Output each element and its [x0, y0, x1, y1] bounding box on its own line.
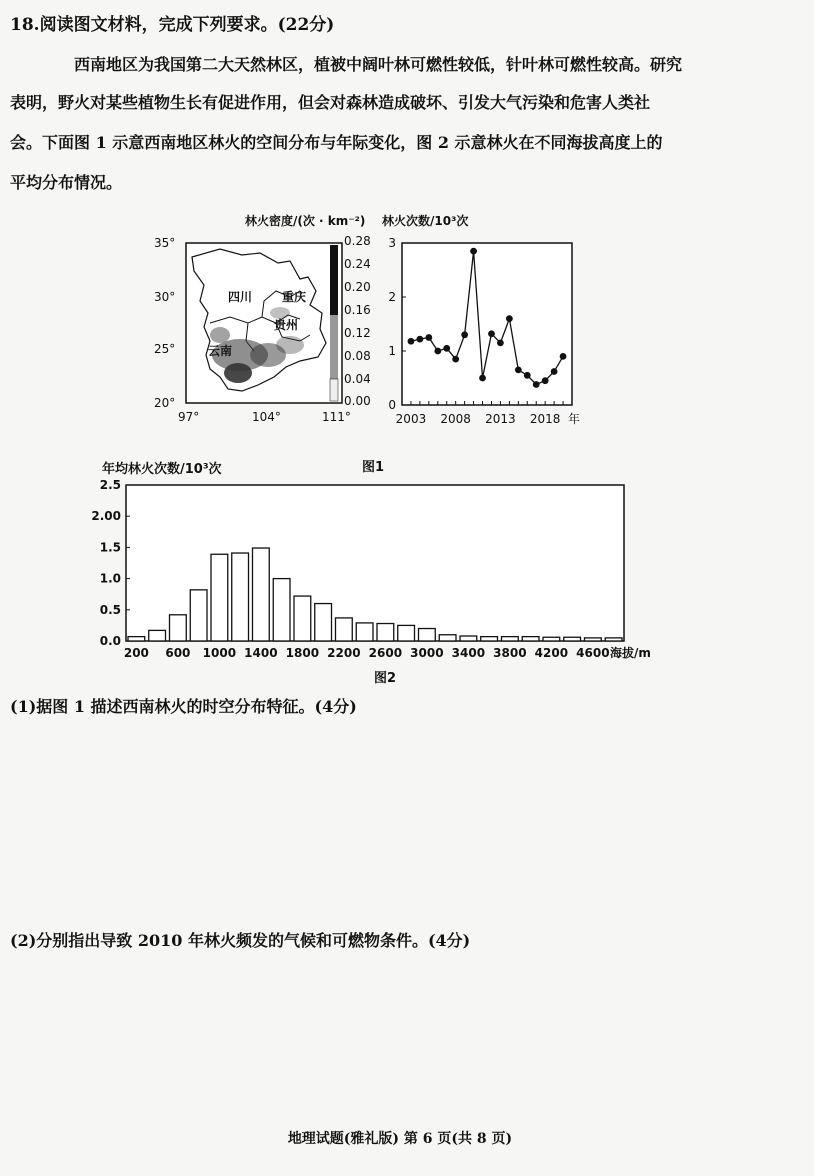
bar-1800m: [294, 596, 311, 641]
bar-x-tick-label: 4200: [534, 646, 569, 660]
bar-2000m: [315, 604, 332, 641]
scale-bar-dark: [330, 245, 338, 315]
bar-1400m: [253, 548, 270, 641]
region-label-guizhou: 贵州: [274, 318, 299, 332]
line-point-2006: [434, 348, 441, 355]
bar-x-tick-label: 600: [165, 646, 191, 660]
line-y-tick-label: 3: [388, 236, 396, 250]
bar-3200m: [439, 635, 456, 641]
bar-x-tick-label: 4600: [576, 646, 610, 660]
bar-x-tick-label: 1000: [202, 646, 237, 660]
sub-question-1: (1)据图 1 描述西南林火的时空分布特征。(4分): [10, 697, 357, 716]
question-number: 18.: [10, 15, 40, 35]
line-point-2019: [551, 368, 558, 375]
scale-bar-mid: [330, 315, 338, 379]
scale-label-0.12: 0.12: [344, 326, 371, 340]
bar-3800m: [502, 637, 519, 641]
bar-y-tick-label: 0.5: [99, 602, 121, 617]
line-point-2012: [488, 330, 495, 337]
question-title: 阅读图文材料，完成下列要求。(22分): [39, 15, 335, 35]
elevation-fire-bar-chart: [91, 455, 656, 665]
line-point-2008: [452, 356, 459, 363]
bar-3600m: [481, 637, 498, 641]
lat-label-20: 20°: [154, 396, 176, 410]
line-point-2007: [443, 345, 450, 352]
bar-1200m: [232, 553, 249, 641]
bar-y-tick-label: 2.00: [91, 509, 121, 524]
bar-4600m: [585, 638, 602, 641]
bar-chart-title: 年均林火次数/10³次: [102, 462, 222, 477]
line-x-tick-label: 2003: [395, 412, 427, 426]
paragraph-line-2: 表明，野火对某些植物生长有促进作用，但会对森林造成破坏、引发大气污染和危害人类社: [10, 93, 651, 112]
paragraph-line-1: 西南地区为我国第二大天然林区，植被中阔叶林可燃性较低，针叶林可燃性较高。研究: [74, 55, 683, 74]
bar-200m: [128, 637, 145, 641]
figure2-caption: 图2: [374, 671, 397, 686]
scale-bar-light: [330, 379, 338, 401]
lat-label-25: 25°: [154, 342, 176, 356]
line-point-2009: [461, 331, 468, 338]
figure1-caption: 图1: [362, 460, 385, 475]
region-label-yunnan: 云南: [208, 344, 233, 358]
line-point-2016: [524, 372, 531, 379]
line-point-2004: [416, 336, 423, 343]
bar-3400m: [460, 636, 477, 641]
line-chart-title: 林火次数/10³次: [382, 214, 469, 228]
bar-4000m: [522, 637, 539, 641]
scale-label-0.24: 0.24: [344, 257, 371, 271]
scale-label-0.28: 0.28: [344, 234, 371, 248]
line-x-tick-label: 2018: [529, 412, 561, 426]
scale-label-0.16: 0.16: [344, 303, 371, 317]
bar-x-tick-label: 3000: [410, 646, 444, 660]
line-y-tick-label: 1: [388, 344, 396, 358]
paragraph-line-3: 会。下面图 1 示意西南地区林火的空间分布与年际变化，图 2 示意林火在不同海拔高度上的: [10, 133, 663, 152]
fire-density-map: [150, 205, 370, 430]
line-point-2014: [506, 315, 513, 322]
bar-x-tick-label: 1400: [244, 646, 278, 660]
line-point-2013: [497, 340, 504, 347]
bar-800m: [190, 590, 207, 641]
map-title: 林火密度/(次 · km⁻²): [245, 214, 366, 228]
bar-2800m: [398, 625, 415, 641]
lon-label-111: 111°: [322, 410, 351, 424]
scale-label-0.20: 0.20: [344, 280, 371, 294]
scale-label-0.08: 0.08: [344, 349, 371, 363]
region-label-chongqing: 重庆: [282, 290, 307, 304]
bar-y-tick-label: 0.0: [99, 634, 121, 648]
bar-x-tick-label: 2600: [368, 646, 403, 660]
lon-label-104: 104°: [252, 410, 281, 424]
sub-question-2: (2)分别指出导致 2010 年林火频发的气候和可燃物条件。(4分): [10, 931, 471, 950]
line-point-2005: [425, 334, 432, 341]
line-y-tick-label: 0: [388, 398, 396, 412]
bar-x-tick-label: 3800: [493, 646, 527, 660]
lon-label-97: 97°: [178, 410, 200, 424]
lat-label-30: 30°: [154, 290, 176, 304]
bar-2400m: [356, 623, 373, 641]
bar-4400m: [564, 637, 581, 641]
bar-3000m: [419, 629, 436, 641]
paragraph-line-4: 平均分布情况。: [10, 173, 123, 192]
line-point-2018: [542, 377, 549, 384]
line-point-2017: [533, 381, 540, 388]
line-point-2003: [408, 338, 415, 345]
bar-y-tick-label: 1.0: [99, 571, 121, 586]
bar-x-tick-label: 3400: [451, 646, 486, 660]
bar-1600m: [273, 579, 290, 641]
bar-y-tick-label: 1.5: [99, 540, 121, 555]
bar-1000m: [211, 554, 228, 641]
line-point-2020: [560, 353, 567, 360]
bar-2200m: [336, 618, 353, 641]
bar-4200m: [543, 637, 560, 641]
bar-x-tick-label: 2200: [327, 646, 361, 660]
bar-x-tick-label: 1800: [285, 646, 320, 660]
lat-label-35: 35°: [154, 236, 176, 250]
annual-fire-line-chart: [372, 205, 587, 435]
bar-y-tick-label: 2.5: [99, 478, 121, 492]
bar-x-tick-label: 200: [123, 646, 149, 660]
bar-600m: [170, 615, 187, 641]
question-heading: [10, 10, 334, 35]
region-label-sichuan: 四川: [228, 290, 253, 304]
line-x-unit: 年: [568, 412, 581, 426]
scale-label-0.00: 0.00: [344, 394, 371, 408]
line-y-tick-label: 2: [388, 290, 396, 304]
line-point-2010: [470, 248, 477, 255]
bar-2600m: [377, 624, 394, 641]
bar-x-axis-label: 海拔/m: [610, 646, 651, 660]
page-footer: 地理试题(雅礼版) 第 6 页(共 8 页): [287, 1131, 513, 1147]
line-point-2015: [515, 367, 522, 374]
line-x-tick-label: 2013: [485, 412, 516, 426]
line-x-tick-label: 2008: [440, 412, 471, 426]
bar-400m: [149, 630, 166, 641]
scale-label-0.04: 0.04: [344, 372, 371, 386]
line-point-2011: [479, 375, 486, 382]
bar-4800m: [605, 638, 622, 641]
